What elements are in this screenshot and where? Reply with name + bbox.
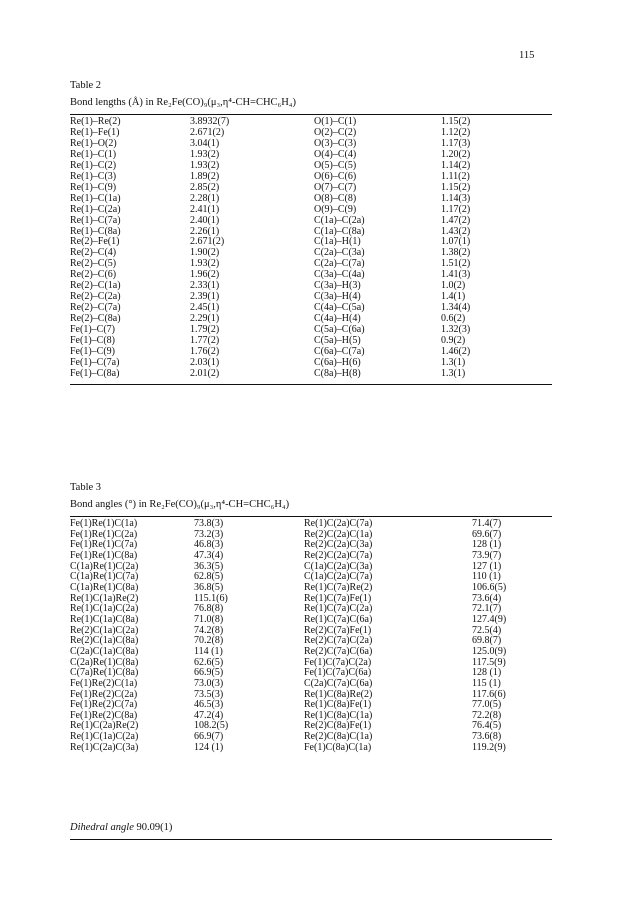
bond-label-cell: Re(2)C(1a)C(8a) xyxy=(70,635,139,647)
bond-label-cell: Re(2)C(2a)C(3a) xyxy=(304,539,373,551)
bond-label-cell: O(4)–C(4) xyxy=(314,148,357,160)
table2-caption: Bond lengths (Å) in Re₂Fe(CO)₉(μ₃,η⁴-CH=CHC₆H₄) xyxy=(70,97,296,108)
bond-value-cell: 1.89(2) xyxy=(190,170,220,182)
bond-label-cell: Re(1)C(8a)C(1a) xyxy=(304,709,373,721)
bond-value-cell: 114 (1) xyxy=(194,645,223,657)
bond-value-cell: 76.4(5) xyxy=(472,720,502,732)
bond-value-cell: 1.34(4) xyxy=(441,302,471,314)
bond-label-cell: Re(2)C(8a)Fe(1) xyxy=(304,720,372,732)
bond-label-cell: C(1a)C(2a)C(3a) xyxy=(304,560,373,572)
bond-length-row xyxy=(70,194,552,205)
bond-value-cell: 73.6(4) xyxy=(472,592,502,604)
bond-value-cell: 69.6(7) xyxy=(472,528,502,540)
bond-label-cell: Re(1)–C(2) xyxy=(70,159,117,171)
bond-label-cell: Re(2)–Fe(1) xyxy=(70,236,120,248)
bond-label-cell: C(5a)–C(6a) xyxy=(314,324,365,336)
bond-label-cell: Fe(1)–C(8a) xyxy=(70,367,120,379)
bond-value-cell: 73.6(8) xyxy=(472,731,502,743)
page-number: 115 xyxy=(519,50,535,61)
bond-label-cell: Re(2)–C(7a) xyxy=(70,302,121,314)
bond-label-cell: Re(2)C(7a)C(2a) xyxy=(304,635,373,647)
bond-label-cell: C(5a)–H(5) xyxy=(314,335,361,347)
bond-label-cell: Re(1)C(2a)Re(2) xyxy=(70,720,139,732)
bond-label-cell: C(4a)–C(5a) xyxy=(314,302,365,314)
bond-value-cell: 1.77(2) xyxy=(190,335,220,347)
bond-label-cell: Re(2)C(2a)C(7a) xyxy=(304,549,373,561)
bond-label-cell: O(6)–C(6) xyxy=(314,170,357,182)
bond-length-row xyxy=(70,369,552,380)
bond-value-cell: 1.12(2) xyxy=(441,126,471,138)
bond-label-cell: Re(1)C(8a)Fe(1) xyxy=(304,699,372,711)
table3-bottom-rule xyxy=(70,839,552,840)
bond-length-row xyxy=(70,161,552,172)
bond-label-cell: C(1a)Re(1)C(7a) xyxy=(70,571,139,583)
bond-angle-row xyxy=(70,583,552,594)
bond-label-cell: O(2)–C(2) xyxy=(314,126,357,138)
bond-label-cell: Fe(1)Re(1)C(8a) xyxy=(70,549,138,561)
bond-label-cell: Fe(1)–C(9) xyxy=(70,346,115,358)
bond-label-cell: Fe(1)Re(1)C(7a) xyxy=(70,539,138,551)
bond-label-cell: C(4a)–H(4) xyxy=(314,313,361,325)
bond-value-cell: 1.11(2) xyxy=(441,170,470,182)
bond-lengths-table xyxy=(70,117,552,380)
bond-label-cell: Re(1)–C(9) xyxy=(70,181,117,193)
bond-label-cell: Re(2)–C(1a) xyxy=(70,280,121,292)
bond-value-cell: 62.8(5) xyxy=(194,571,224,583)
table3-caption: Bond angles (°) in Re₂Fe(CO)₉(μ₃,η⁴-CH=CHC₆H₄) xyxy=(70,499,290,510)
bond-value-cell: 1.46(2) xyxy=(441,346,471,358)
bond-value-cell: 108.2(5) xyxy=(194,720,229,732)
bond-value-cell: 73.5(3) xyxy=(194,688,224,700)
bond-value-cell: 127 (1) xyxy=(472,560,502,572)
bond-value-cell: 128 (1) xyxy=(472,667,502,679)
bond-value-cell: 77.0(5) xyxy=(472,699,502,711)
bond-value-cell: 117.6(6) xyxy=(472,688,506,700)
bond-label-cell: O(3)–C(3) xyxy=(314,137,357,149)
bond-value-cell: 1.79(2) xyxy=(190,324,220,336)
table2-label: Table 2 xyxy=(70,80,102,91)
bond-value-cell: 1.0(2) xyxy=(441,280,466,292)
bond-label-cell: O(5)–C(5) xyxy=(314,159,357,171)
bond-angle-row xyxy=(70,615,552,626)
bond-value-cell: 128 (1) xyxy=(472,539,502,551)
bond-value-cell: 106.6(5) xyxy=(472,581,507,593)
bond-value-cell: 115 (1) xyxy=(472,677,501,689)
bond-label-cell: Re(1)C(7a)Re(2) xyxy=(304,581,373,593)
bond-value-cell: 46.5(3) xyxy=(194,699,224,711)
bond-value-cell: 62.6(5) xyxy=(194,656,224,668)
bond-label-cell: Fe(1)Re(2)C(1a) xyxy=(70,677,138,689)
bond-value-cell: 3.8932(7) xyxy=(190,116,230,127)
bond-value-cell: 1.93(2) xyxy=(190,258,220,270)
bond-value-cell: 1.15(2) xyxy=(441,181,471,193)
bond-label-cell: Re(1)C(1a)C(2a) xyxy=(70,731,139,743)
bond-label-cell: Re(2)C(1a)C(2a) xyxy=(70,624,139,636)
bond-length-row xyxy=(70,150,552,161)
bond-label-cell: C(7a)Re(1)C(8a) xyxy=(70,667,139,679)
bond-value-cell: 2.39(1) xyxy=(190,291,220,303)
bond-label-cell: C(2a)Re(1)C(8a) xyxy=(70,656,139,668)
bond-label-cell: C(8a)–H(8) xyxy=(314,367,361,379)
bond-label-cell: Fe(1)Re(2)C(7a) xyxy=(70,699,138,711)
bond-label-cell: Re(2)C(8a)C(1a) xyxy=(304,731,373,743)
bond-value-cell: 115.1(6) xyxy=(194,592,228,604)
bond-value-cell: 1.3(1) xyxy=(441,367,466,379)
bond-label-cell: Fe(1)Re(1)C(2a) xyxy=(70,528,138,540)
bond-value-cell: 2.03(1) xyxy=(190,356,220,368)
bond-label-cell: C(3a)–C(4a) xyxy=(314,269,365,281)
bond-label-cell: Re(1)–Re(2) xyxy=(70,116,121,127)
bond-label-cell: C(1a)–H(1) xyxy=(314,236,361,248)
bond-label-cell: Re(1)C(7a)C(2a) xyxy=(304,603,373,615)
bond-length-row xyxy=(70,325,552,336)
bond-value-cell: 1.32(3) xyxy=(441,324,471,336)
bond-label-cell: O(1)–C(1) xyxy=(314,116,357,127)
bond-value-cell: 1.07(1) xyxy=(441,236,471,248)
bond-label-cell: C(2a)–C(7a) xyxy=(314,258,365,270)
bond-label-cell: C(2a)C(7a)C(6a) xyxy=(304,677,373,689)
bond-value-cell: 47.3(4) xyxy=(194,549,224,561)
bond-label-cell: Fe(1)C(7a)C(6a) xyxy=(304,667,372,679)
bond-label-cell: Re(2)–C(5) xyxy=(70,258,117,270)
bond-label-cell: Re(1)C(1a)Re(2) xyxy=(70,592,139,604)
bond-label-cell: C(3a)–H(3) xyxy=(314,280,361,292)
bond-value-cell: 72.2(8) xyxy=(472,709,502,721)
bond-length-row xyxy=(70,237,552,248)
table2-bottom-rule xyxy=(70,384,552,385)
bond-value-cell: 1.3(1) xyxy=(441,356,466,368)
bond-value-cell: 1.17(2) xyxy=(441,203,471,215)
bond-label-cell: C(6a)–H(6) xyxy=(314,356,361,368)
bond-value-cell: 69.8(7) xyxy=(472,635,502,647)
bond-value-cell: 2.671(2) xyxy=(190,236,225,248)
bond-value-cell: 124 (1) xyxy=(194,741,224,753)
bond-value-cell: 117.5(9) xyxy=(472,656,506,668)
bond-value-cell: 2.01(2) xyxy=(190,367,220,379)
bond-label-cell: Re(1)–C(1a) xyxy=(70,192,121,204)
bond-value-cell: 1.15(2) xyxy=(441,116,471,127)
bond-value-cell: 66.9(7) xyxy=(194,731,224,743)
bond-value-cell: 72.1(7) xyxy=(472,603,502,615)
bond-length-row xyxy=(70,227,552,238)
bond-value-cell: 0.9(2) xyxy=(441,335,466,347)
bond-value-cell: 73.9(7) xyxy=(472,549,502,561)
bond-label-cell: Re(1)–C(8a) xyxy=(70,225,121,237)
bond-label-cell: Fe(1)–C(8) xyxy=(70,335,115,347)
bond-label-cell: Fe(1)Re(1)C(1a) xyxy=(70,518,138,529)
dihedral-angle xyxy=(70,822,172,833)
bond-label-cell: Re(2)C(7a)Fe(1) xyxy=(304,624,372,636)
bond-value-cell: 74.2(8) xyxy=(194,624,224,636)
bond-length-row xyxy=(70,281,552,292)
bond-label-cell: C(6a)–C(7a) xyxy=(314,346,365,358)
bond-value-cell: 1.20(2) xyxy=(441,148,471,160)
bond-label-cell: Fe(1)–C(7) xyxy=(70,324,115,336)
bond-value-cell: 76.8(8) xyxy=(194,603,224,615)
bond-value-cell: 1.14(3) xyxy=(441,192,471,204)
bond-value-cell: 1.41(3) xyxy=(441,269,471,281)
bond-value-cell: 46.8(3) xyxy=(194,539,224,551)
bond-label-cell: Re(1)C(8a)Re(2) xyxy=(304,688,373,700)
bond-label-cell: C(1a)C(2a)C(7a) xyxy=(304,571,373,583)
bond-length-row xyxy=(70,314,552,325)
bond-value-cell: 1.93(2) xyxy=(190,159,220,171)
bond-value-cell: 2.40(1) xyxy=(190,214,220,226)
bond-length-row xyxy=(70,216,552,227)
bond-length-row xyxy=(70,347,552,358)
bond-label-cell: C(3a)–H(4) xyxy=(314,291,361,303)
bond-label-cell: Re(2)–C(8a) xyxy=(70,313,121,325)
bond-value-cell: 2.45(1) xyxy=(190,302,220,314)
bond-label-cell: Re(2)–C(4) xyxy=(70,247,117,259)
bond-value-cell: 1.14(2) xyxy=(441,159,471,171)
bond-value-cell: 1.38(2) xyxy=(441,247,471,259)
bond-label-cell: Re(1)–C(3) xyxy=(70,170,117,182)
bond-value-cell: 1.17(3) xyxy=(441,137,471,149)
bond-value-cell: 127.4(9) xyxy=(472,613,507,625)
dihedral-label: Dihedral angle xyxy=(70,822,134,833)
bond-length-row xyxy=(70,248,552,259)
bond-label-cell: Fe(1)–C(7a) xyxy=(70,356,120,368)
bond-length-row xyxy=(70,205,552,216)
bond-value-cell: 1.96(2) xyxy=(190,269,220,281)
bond-label-cell: O(9)–C(9) xyxy=(314,203,357,215)
bond-value-cell: 2.26(1) xyxy=(190,225,220,237)
bond-label-cell: Re(1)C(2a)C(7a) xyxy=(304,518,373,529)
bond-label-cell: Re(1)C(7a)C(6a) xyxy=(304,613,373,625)
bond-label-cell: Re(1)–C(1) xyxy=(70,148,117,160)
dihedral-value: 90.09(1) xyxy=(136,822,173,833)
bond-length-row xyxy=(70,303,552,314)
table3-top-rule xyxy=(70,516,552,517)
bond-label-cell: Fe(1)Re(2)C(8a) xyxy=(70,709,138,721)
bond-value-cell: 73.0(3) xyxy=(194,677,224,689)
bond-length-row xyxy=(70,336,552,347)
bond-label-cell: Re(2)–C(2a) xyxy=(70,291,121,303)
bond-length-row xyxy=(70,292,552,303)
bond-label-cell: C(2a)–C(3a) xyxy=(314,247,365,259)
bond-length-row xyxy=(70,259,552,270)
bond-label-cell: Re(1)C(7a)Fe(1) xyxy=(304,592,372,604)
bond-label-cell: C(1a)Re(1)C(2a) xyxy=(70,560,139,572)
bond-angle-row xyxy=(70,647,552,658)
bond-label-cell: C(2a)C(1a)C(8a) xyxy=(70,645,139,657)
bond-angle-row xyxy=(70,679,552,690)
bond-value-cell: 125.0(9) xyxy=(472,645,507,657)
bond-angles-table xyxy=(70,519,552,753)
bond-value-cell: 36.8(5) xyxy=(194,581,224,593)
bond-value-cell: 2.41(1) xyxy=(190,203,220,215)
bond-label-cell: Re(1)–Fe(1) xyxy=(70,126,120,138)
bond-value-cell: 0.6(2) xyxy=(441,313,466,325)
bond-value-cell: 36.3(5) xyxy=(194,560,224,572)
bond-value-cell: 2.29(1) xyxy=(190,313,220,325)
bond-angle-row xyxy=(70,743,552,754)
bond-label-cell: Re(2)–C(6) xyxy=(70,269,117,281)
bond-label-cell: Fe(1)C(8a)C(1a) xyxy=(304,741,372,753)
bond-value-cell: 1.93(2) xyxy=(190,148,220,160)
table3-label: Table 3 xyxy=(70,482,102,493)
bond-length-row xyxy=(70,117,552,128)
bond-value-cell: 73.8(3) xyxy=(194,518,224,529)
bond-value-cell: 47.2(4) xyxy=(194,709,224,721)
bond-length-row xyxy=(70,358,552,369)
bond-label-cell: Re(1)C(2a)C(3a) xyxy=(70,741,139,753)
bond-value-cell: 71.4(7) xyxy=(472,518,502,529)
bond-value-cell: 1.90(2) xyxy=(190,247,220,259)
bond-value-cell: 3.04(1) xyxy=(190,137,220,149)
bond-value-cell: 1.47(2) xyxy=(441,214,471,226)
bond-value-cell: 2.28(1) xyxy=(190,192,220,204)
bond-value-cell: 1.43(2) xyxy=(441,225,471,237)
bond-label-cell: Fe(1)Re(2)C(2a) xyxy=(70,688,138,700)
bond-length-row xyxy=(70,139,552,150)
bond-label-cell: C(1a)–C(2a) xyxy=(314,214,365,226)
bond-label-cell: C(1a)–C(8a) xyxy=(314,225,365,237)
bond-label-cell: Re(2)C(2a)C(1a) xyxy=(304,528,373,540)
bond-length-row xyxy=(70,183,552,194)
bond-label-cell: Re(1)C(1a)C(2a) xyxy=(70,603,139,615)
bond-label-cell: C(1a)Re(1)C(8a) xyxy=(70,581,139,593)
table2-top-rule xyxy=(70,114,552,115)
bond-value-cell: 72.5(4) xyxy=(472,624,502,636)
bond-value-cell: 2.33(1) xyxy=(190,280,220,292)
bond-length-row xyxy=(70,172,552,183)
bond-value-cell: 1.76(2) xyxy=(190,346,220,358)
bond-value-cell: 2.671(2) xyxy=(190,126,225,138)
bond-length-row xyxy=(70,270,552,281)
bond-length-row xyxy=(70,128,552,139)
bond-label-cell: O(7)–C(7) xyxy=(314,181,357,193)
bond-label-cell: Re(1)–C(7a) xyxy=(70,214,121,226)
bond-value-cell: 71.0(8) xyxy=(194,613,224,625)
bond-label-cell: Fe(1)C(7a)C(2a) xyxy=(304,656,372,668)
bond-value-cell: 70.2(8) xyxy=(194,635,224,647)
bond-label-cell: Re(1)–O(2) xyxy=(70,137,117,149)
bond-label-cell: Re(1)–C(2a) xyxy=(70,203,121,215)
bond-label-cell: O(8)–C(8) xyxy=(314,192,357,204)
bond-value-cell: 1.51(2) xyxy=(441,258,471,270)
bond-value-cell: 2.85(2) xyxy=(190,181,220,193)
bond-value-cell: 119.2(9) xyxy=(472,741,506,753)
bond-value-cell: 1.4(1) xyxy=(441,291,466,303)
bond-label-cell: Re(1)C(1a)C(8a) xyxy=(70,613,139,625)
bond-value-cell: 73.2(3) xyxy=(194,528,224,540)
bond-value-cell: 110 (1) xyxy=(472,571,501,583)
bond-label-cell: Re(2)C(7a)C(6a) xyxy=(304,645,373,657)
bond-value-cell: 66.9(5) xyxy=(194,667,224,679)
